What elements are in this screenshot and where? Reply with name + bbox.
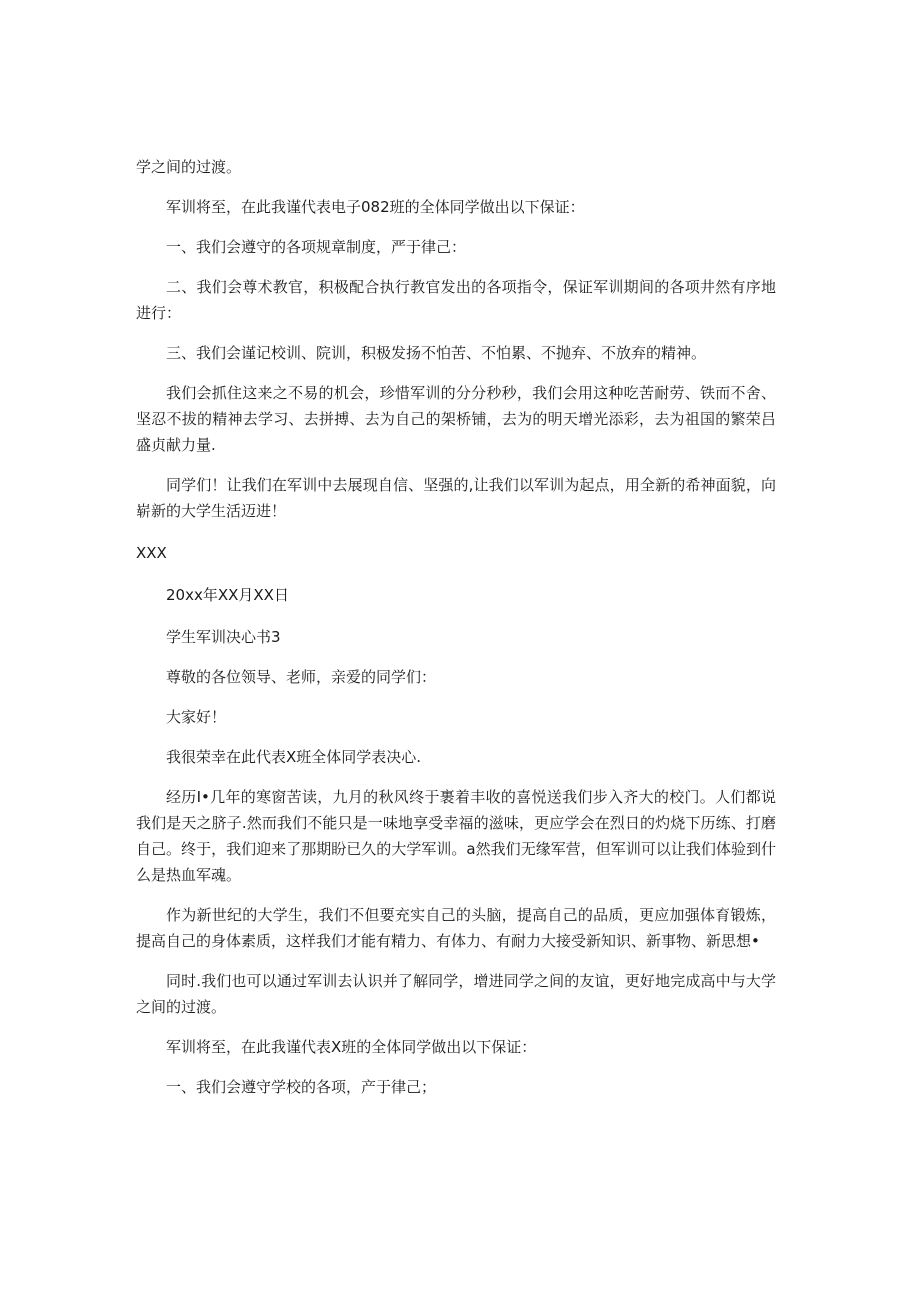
paragraph: 同时.我们也可以通过军训去认识并了解同学，增进同学之间的友谊，更好地完成高中与大学之间的过渡。 (136, 972, 776, 1016)
paragraph: 一、我们会遵守的各项规章制度，严于律己： (166, 238, 467, 256)
paragraph: 作为新世纪的大学生，我们不但要充实自己的头脑，提高自己的品质，更应加强体育锻炼，提高自己的身体素质，这样我们才能有精力、有体力、有耐力大接受新知识、新事物、新思想• (136, 906, 776, 950)
document-body (136, 154, 776, 1114)
paragraph: 军训将至，在此我谨代表X班的全体同学做出以下保证： (166, 1038, 537, 1056)
paragraph: 我很荣幸在此代表X班全体同学表决心. (166, 748, 422, 766)
paragraph: 二、我们会尊术教官，积极配合执行教官发出的各项指令，保证军训期间的各项井然有序地进行： (136, 278, 776, 322)
paragraph: 军训将至，在此我谨代表电子082班的全体同学做出以下保证： (166, 198, 585, 216)
paragraph: 一、我们会遵守学校的各项，产于律己； (166, 1078, 437, 1096)
paragraph: 经历I•几年的寒窗苦读，九月的秋风终于裹着丰收的喜悦送我们步入齐大的校门。人们都说我们是天之脐子.然而我们不能只是一味地享受幸福的滋味，更应学会在烈日的灼烧下历练、打磨自己。终于，我们迎来了那期盼已久的大学军训。a然我们无缘军营，但军训可以让我们体验到什么是热血军魂。 (136, 788, 776, 884)
greeting: 大家好！ (166, 708, 227, 726)
paragraph: 三、我们会谨记校训、院训，积极发扬不怕苦、不怕累、不抛弃、不放弃的精神。 (166, 344, 707, 362)
section-title: 学生军训决心书3 (166, 628, 281, 646)
salutation: 尊敬的各位领导、老师，亲爱的同学们： (166, 668, 437, 686)
paragraph: 同学们！让我们在军训中去展现自信、坚强的,让我们以军训为起点，用全新的希神面貌，向崭新的大学生活迈进！ (136, 476, 776, 520)
paragraph: 学之间的过渡。 (136, 158, 242, 176)
paragraph: 我们会抓住这来之不易的机会，珍惜军训的分分秒秒，我们会用这种吃苦耐劳、铁而不舍、坚忍不拔的精神去学习、去拼搏、去为自己的架桥铺，去为的明天增光添彩，去为祖国的繁荣吕盛贞献力量. (136, 384, 776, 454)
signature-date: 20xx年XX月XX日 (166, 586, 289, 604)
signature-name: XXX (136, 544, 167, 562)
